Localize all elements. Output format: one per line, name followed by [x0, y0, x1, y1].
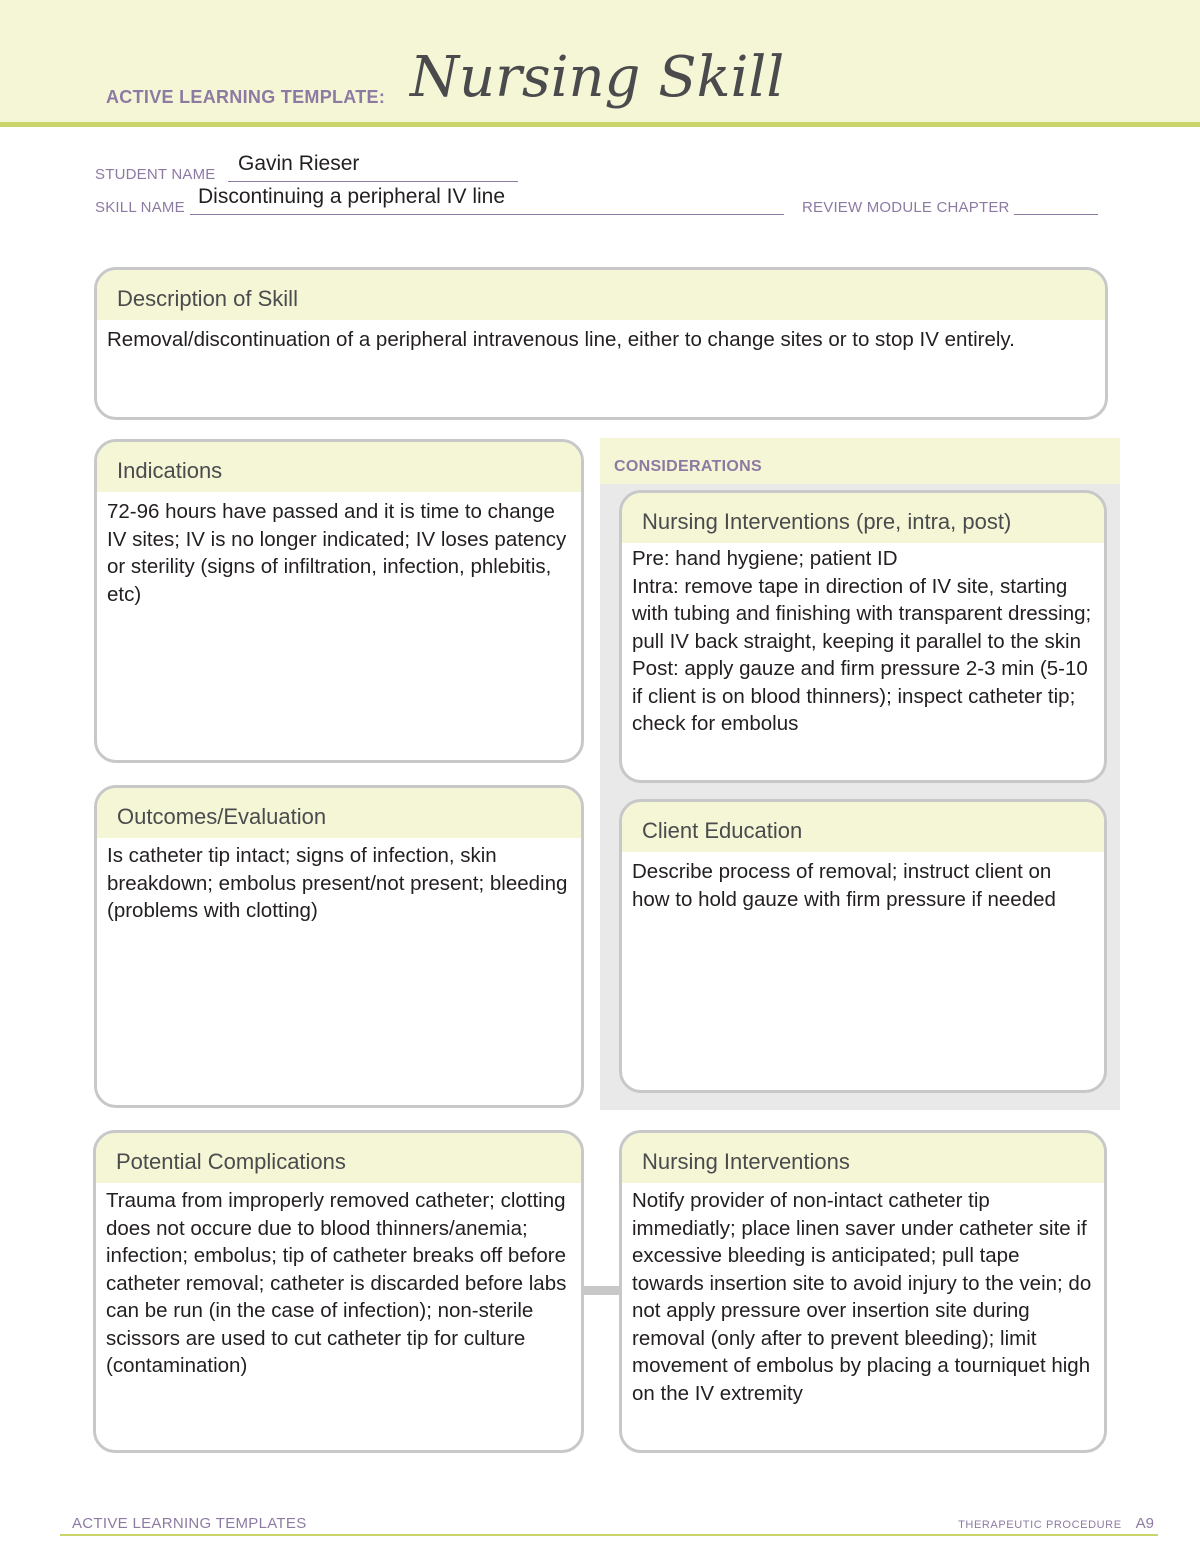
nursing-interventions-text[interactable]: Notify provider of non-intact catheter tip immediatly; place linen saver under catheter site if excessive bleeding is anticipated; pull tape towards insertion site to avoid injury to the vein; do not apply pressure over insertion site during removal (only after to prevent bleeding); limit movement of embolus by placing a tourniquet high on the IV extremity	[632, 1189, 1092, 1405]
client-education-title: Client Education	[642, 818, 803, 843]
nursing-interventions-ppp-text[interactable]	[632, 545, 1094, 738]
post-intervention: Post: apply gauze and firm pressure 2-3 min (5-10 if client is on blood thinners); inspect catheter tip; check for embolus	[632, 657, 1088, 735]
nursing-interventions-box	[619, 1130, 1107, 1453]
client-education-box	[619, 799, 1107, 1093]
intra-intervention: Intra: remove tape in direction of IV site, starting with tubing and finishing with transparent dressing; pull IV back straight, keeping it parallel to the skin	[632, 574, 1092, 653]
outcomes-title: Outcomes/Evaluation	[117, 804, 327, 829]
student-name-underline	[228, 181, 518, 182]
page-title: Nursing Skill	[410, 45, 785, 110]
client-education-text[interactable]: Describe process of removal; instruct client on how to hold gauze with firm pressure if needed	[632, 860, 1056, 911]
header-divider	[0, 122, 1200, 127]
nursing-interventions-title: Nursing Interventions	[642, 1149, 850, 1174]
footer-divider	[60, 1534, 1158, 1536]
description-box	[94, 267, 1108, 420]
pre-intervention: Pre: hand hygiene; patient ID	[632, 547, 898, 570]
description-text[interactable]: Removal/discontinuation of a peripheral intravenous line, either to change sites or to stop IV entirely.	[107, 328, 1015, 351]
indications-text[interactable]: 72-96 hours have passed and it is time to change IV sites; IV is no longer indicated; IV loses patency or sterility (signs of infiltration, infection, phlebitis, etc)	[107, 500, 567, 606]
footer-page-info	[958, 1515, 1154, 1532]
nursing-interventions-ppp-box	[619, 490, 1107, 783]
indications-box	[94, 439, 584, 763]
student-name-label: STUDENT NAME	[95, 166, 216, 183]
footer-category: THERAPEUTIC PROCEDURE	[958, 1519, 1122, 1531]
review-module-field[interactable]	[1014, 214, 1098, 215]
complications-box	[93, 1130, 584, 1453]
template-label: ACTIVE LEARNING TEMPLATE:	[106, 87, 386, 107]
description-title: Description of Skill	[117, 286, 298, 311]
complications-text[interactable]: Trauma from improperly removed catheter; clotting does not occure due to blood thinners/anemia; infection; embolus; tip of catheter breaks off before catheter removal; catheter is discarded before labs can be run (in the case of infection); non-sterile scissors are used to cut catheter tip for culture (contamination)	[106, 1189, 567, 1377]
indications-title: Indications	[117, 458, 223, 483]
review-module-label: REVIEW MODULE CHAPTER	[802, 199, 1010, 216]
complications-title: Potential Complications	[116, 1149, 346, 1174]
page-number: A9	[1135, 1515, 1154, 1532]
outcomes-box	[94, 785, 584, 1108]
complications-connector	[580, 1286, 624, 1295]
considerations-label: CONSIDERATIONS	[614, 458, 762, 475]
student-name-field[interactable]: Gavin Rieser	[238, 152, 360, 175]
nursing-interventions-ppp-title: Nursing Interventions (pre, intra, post)	[642, 509, 1012, 534]
skill-name-underline	[190, 214, 784, 215]
skill-name-field[interactable]: Discontinuing a peripheral IV line	[198, 185, 506, 208]
outcomes-text[interactable]: Is catheter tip intact; signs of infection, skin breakdown; embolus present/not present; bleeding (problems with clotting)	[107, 844, 568, 922]
footer-label: ACTIVE LEARNING TEMPLATES	[72, 1515, 307, 1532]
skill-name-label: SKILL NAME	[95, 199, 185, 216]
